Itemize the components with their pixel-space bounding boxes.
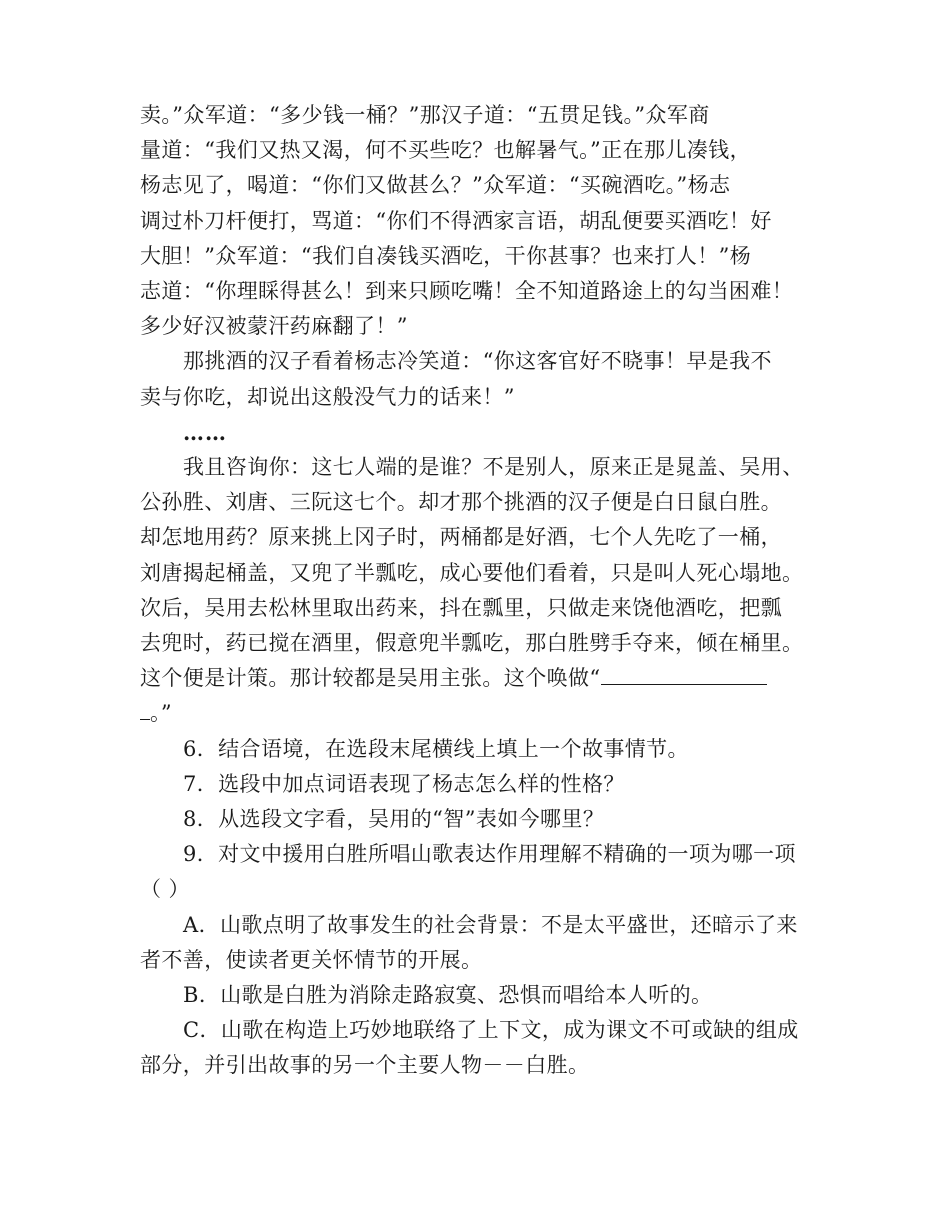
- text-line: 我且咨询你：这七人端的是谁？不是别人，原来正是晁盖、吴用、: [183, 455, 804, 480]
- option-a: A．山歌点明了故事发生的社会背景：不是太平盛世，还暗示了来: [183, 912, 798, 937]
- text-segment: 。”: [150, 701, 173, 726]
- text-line: 公孙胜、刘唐、三阮这七个。却才那个挑酒的汉子便是白日鼠白胜。: [140, 490, 782, 515]
- paragraph-dialogue: [140, 98, 820, 344]
- text-line: 杨志见了，喝道：“你们又做甚么？”众军道：“买碗酒吃。”杨志: [140, 173, 731, 198]
- option-b: B．山歌是白胜为消除走路寂寞、恐惧而唱给本人听的。: [183, 983, 713, 1008]
- text-line: 调过朴刀杆便打，骂道：“你们不得洒家言语，胡乱便要买酒吃！好: [140, 208, 772, 233]
- option-c: C．山歌在构造上巧妙地联络了上下文，成为课文不可或缺的组成: [183, 1018, 799, 1043]
- text-segment: 这个便是计策。那计较都是吴用主张。这个唤做“: [140, 666, 601, 691]
- text-line: 那挑酒的汉子看着杨志冷笑道：“你这客官好不晓事！早是我不: [183, 349, 772, 374]
- questions: [140, 732, 820, 1084]
- option-a-cont: 者不善，使读者更关怀情节的开展。: [140, 947, 483, 972]
- answer-blank-continuation: [140, 701, 150, 720]
- text-line: 志道：“你理睬得甚么！到来只顾吃嘴！全不知道路途上的勾当困难！: [140, 279, 794, 304]
- text-line: 多少好汉被蒙汗药麻翻了！”: [140, 314, 408, 339]
- text-line: 次后，吴用去松林里取出药来，抖在瓢里，只做走来饶他酒吃，把瓢: [140, 595, 782, 620]
- question-7: 7．选段中加点词语表现了杨志怎么样的性格？: [183, 771, 625, 796]
- text-line: 量道：“我们又热又渴，何不买些吃？也解暑气。”正在那儿凑钱，: [140, 138, 751, 163]
- text-line: 去兜时，药已搅在酒里，假意兜半瓢吃，那白胜劈手夺来，倾在桶里。: [140, 631, 804, 656]
- answer-blank[interactable]: [601, 666, 767, 685]
- text-line: [140, 661, 820, 696]
- paragraph-narration: [140, 450, 820, 732]
- text-line: 却怎地用药？原来挑上冈子时，两桶都是好酒，七个人先吃了一桶，: [140, 525, 782, 550]
- answer-bracket: （ ）: [140, 877, 190, 902]
- text-line: 刘唐揭起桶盖，又兜了半瓢吃，成心要他们看着，只是叫人死心塌地。: [140, 560, 804, 585]
- text-line: [140, 696, 820, 731]
- text-line: 大胆！”众军道：“我们自凑钱买酒吃，干你甚事？也来打人！”杨: [140, 243, 752, 268]
- text-line: 卖。”众军道：“多少钱一桶？”那汉子道：“五贯足钱。”众军商: [140, 103, 710, 127]
- text-line: 卖与你吃，却说出这般没气力的话来！”: [140, 384, 515, 409]
- question-8: 8．从选段文字看，吴用的“智”表如今哪里？: [183, 807, 605, 832]
- paragraph-wine-seller: [140, 344, 820, 414]
- omission-mark: ……: [183, 419, 227, 445]
- document-body: [140, 98, 820, 1084]
- question-9: 9．对文中援用白胜所唱山歌表达作用理解不精确的一项为哪一项: [183, 842, 796, 867]
- option-c-cont: 部分，并引出故事的另一个主要人物－－白胜。: [140, 1053, 590, 1078]
- question-6: 6．结合语境，在选段末尾横线上填上一个故事情节。: [183, 736, 689, 761]
